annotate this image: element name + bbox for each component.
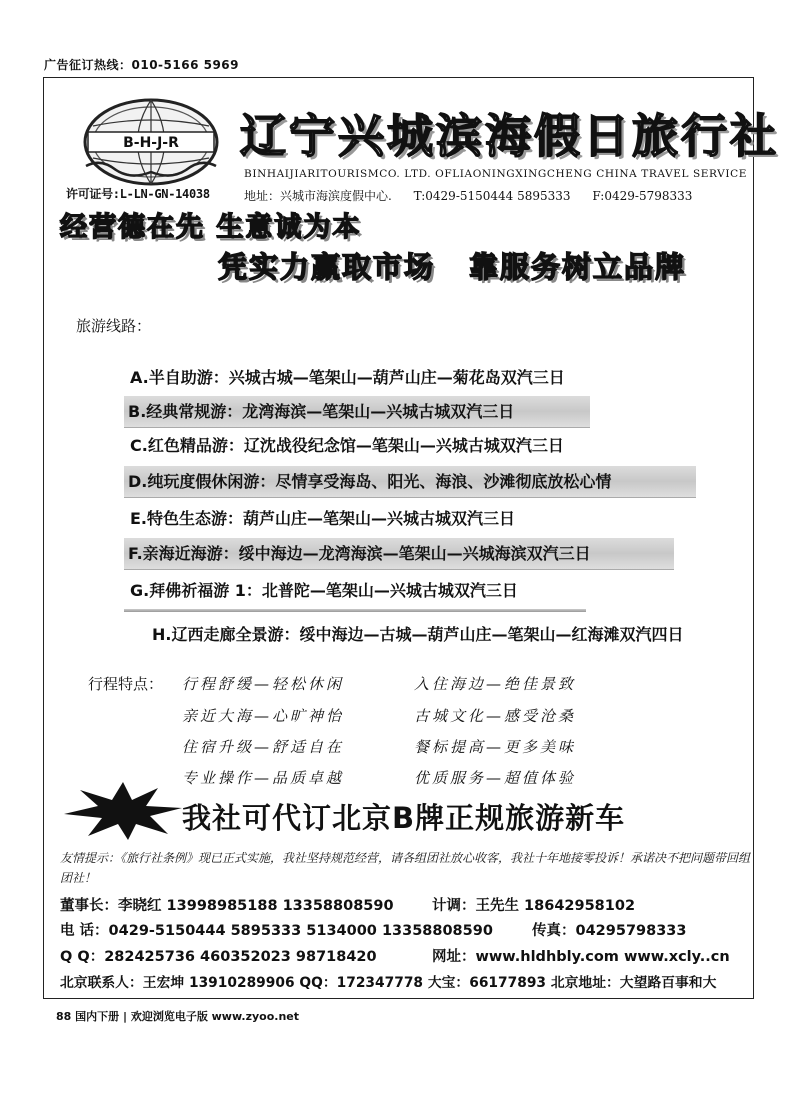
route-d: D.纯玩度假休闲游：尽情享受海岛、阳光、海浪、沙滩彻底放松心情 (124, 466, 696, 497)
route-h: H.辽西走廊全景游：绥中海边—古城—葫芦山庄—笔架山—红海滩双汽四日 (152, 625, 684, 644)
features-label: 行程特点： (88, 675, 164, 693)
company-tel: T:0429-5150444 5895333 (413, 189, 571, 203)
friendly-tip: 友情提示：《旅行社条例》现已正式实施，我社坚持规范经营，请各组团社放心收客，我社十年地接零投诉！承诺决不把问题带回组团社！ (60, 851, 751, 885)
route-e: E.特色生态游：葫芦山庄—笔架山—兴城古城双汽三日 (130, 509, 516, 528)
feature-item: 餐标提高—更多美味 (414, 738, 577, 756)
contact-qq: Q Q：282425736 460352023 98718420 (60, 949, 377, 965)
slogan-brand: 靠服务树立品牌 (469, 250, 687, 284)
company-address: 地址：兴城市海滨度假中心. (244, 189, 392, 203)
page-footer: 88 国内下册 | 欢迎浏览电子版 www.zyoo.net (56, 1010, 300, 1023)
route-c: C.红色精品游：辽沈战役纪念馆—笔架山—兴城古城双汽三日 (130, 436, 564, 455)
starburst-icon (62, 782, 184, 840)
feature-item: 专业操作—品质卓越 (182, 769, 345, 787)
routes-title: 旅游线路： (76, 317, 152, 335)
route-f: F.亲海近海游：绥中海边—龙湾海滨—笔架山—兴城海滨双汽三日 (124, 538, 674, 569)
slogan-line-1: 经营德在先 生意诚为本 (60, 212, 362, 243)
contact-phone: 电 话：0429-5150444 5895333 5134000 13358808590 (60, 923, 493, 939)
contact-website: 网址：www.hldhbly.com www.xcly..cn (432, 949, 730, 965)
feature-item: 亲近大海—心旷神怡 (182, 707, 345, 725)
license-number: 许可证号:L-LN-GN-14038 (66, 187, 210, 201)
slogan-line-2 (218, 245, 720, 286)
company-fax: F:0429-5798333 (592, 189, 693, 203)
route-a: A.半自助游：兴城古城—笔架山—葫芦山庄—菊花岛双汽三日 (130, 368, 565, 387)
company-logo (76, 96, 226, 188)
beijing-car-banner: 我社可代订北京B牌正规旅游新车 (182, 801, 626, 835)
feature-item: 行程舒缓—轻松休闲 (182, 675, 345, 693)
company-english-name: BINHAIJIARITOURISMCO. LTD. OFLIAONINGXINGCHENG CHINA TRAVEL SERVICE (244, 168, 748, 180)
contact-beijing: 北京联系人：王宏坤 13910289906 QQ：172347778 大宝：66177893 北京地址：大望路百事和大 (60, 975, 717, 991)
company-name: 辽宁兴城滨海假日旅行社 (240, 109, 779, 163)
route-b: B.经典常规游：龙湾海滨—笔架山—兴城古城双汽三日 (124, 396, 590, 427)
feature-item: 古城文化—感受沧桑 (414, 707, 577, 725)
slogan-market: 凭实力赢取市场 (218, 250, 436, 284)
feature-item: 住宿升级—舒适自在 (182, 738, 345, 756)
feature-item: 优质服务—超值体验 (414, 769, 577, 787)
logo-text: B-H-J-R (123, 135, 179, 151)
contact-chairman: 董事长：李晓红 13998985188 13358808590 (60, 898, 394, 914)
feature-item: 入住海边—绝佳景致 (414, 675, 577, 693)
contact-fax: 传真：04295798333 (532, 923, 687, 939)
ad-hotline: 广告征订热线：010-5166 5969 (44, 58, 240, 72)
company-contact-line (244, 187, 710, 204)
contact-dispatcher: 计调：王先生 18642958102 (432, 898, 636, 914)
route-g: G.拜佛祈福游 1：北普陀—笔架山—兴城古城双汽三日 (130, 581, 518, 600)
route-divider (124, 609, 586, 612)
